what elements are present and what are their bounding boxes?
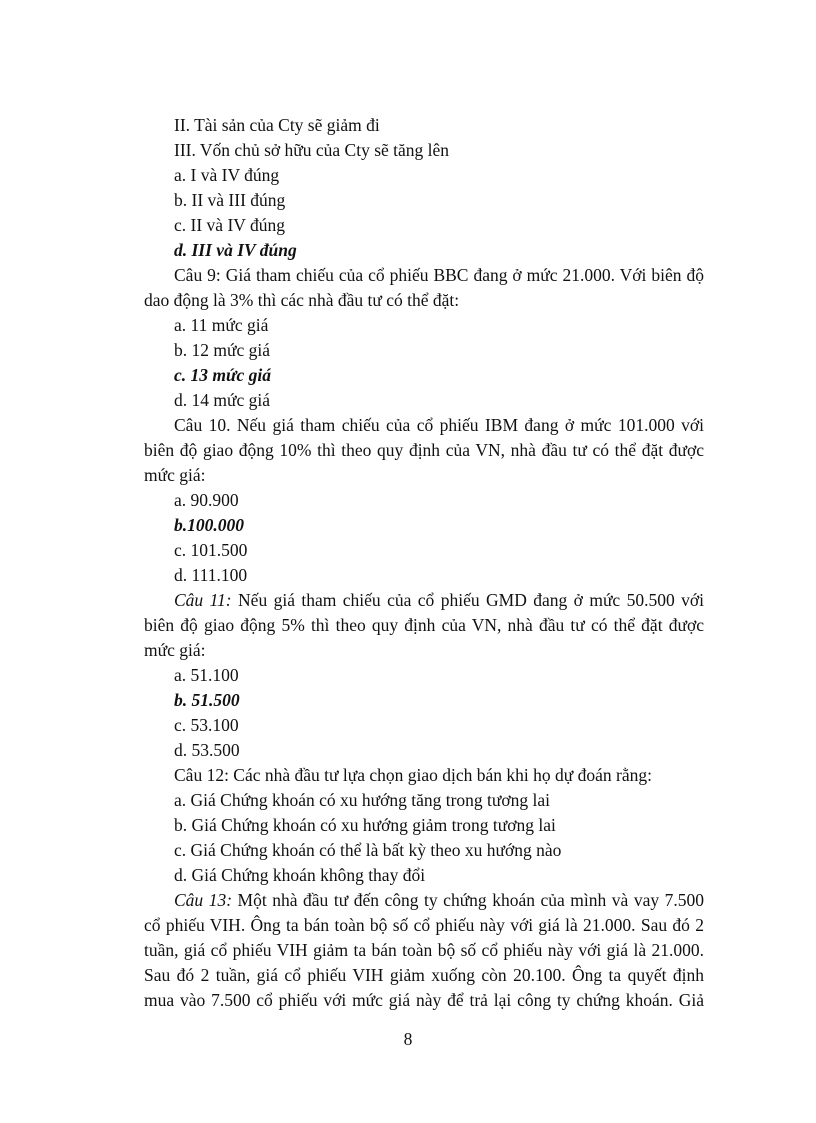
q12-option-c: c. Giá Chứng khoán có thể là bất kỳ theo xu hướng nào	[174, 840, 562, 860]
question-9-line-1: Câu 9: Giá tham chiếu của cổ phiếu BBC đang ở mức 21.000. Với biên độ	[174, 265, 704, 285]
q9-option-d: d. 14 mức giá	[174, 390, 270, 410]
statement-ii: II. Tài sản của Cty sẽ giảm đi	[174, 115, 380, 135]
option-b: b. II và III đúng	[174, 190, 286, 210]
q10-option-d: d. 111.100	[174, 565, 248, 585]
question-13-text: Một nhà đầu tư đến công ty chứng khoán của mình và vay 7.500	[232, 890, 705, 910]
option-a: a. I và IV đúng	[174, 165, 280, 185]
question-10-line-3: mức giá:	[144, 465, 206, 485]
question-9-line-2: dao động là 3% thì các nhà đầu tư có thể đặt:	[144, 290, 460, 310]
q11-option-c: c. 53.100	[174, 715, 239, 735]
question-13-line-2: cổ phiếu VIH. Ông ta bán toàn bộ số cổ phiếu này với giá là 21.000. Sau đó 2	[144, 915, 704, 935]
question-13-label: Câu 13:	[174, 890, 233, 910]
question-11-line-2: biên độ giao động 5% thì theo quy định của VN, nhà đầu tư có thể đặt được	[144, 615, 704, 635]
question-13-line-5: mua vào 7.500 cổ phiếu với mức giá này để trả lại công ty chứng khoán. Giả	[144, 990, 704, 1010]
statement-iii: III. Vốn chủ sở hữu của Cty sẽ tăng lên	[174, 140, 450, 160]
question-10-line-2: biên độ giao động 10% thì theo quy định của VN, nhà đầu tư có thể đặt được	[144, 440, 704, 460]
q10-option-a: a. 90.900	[174, 490, 239, 510]
question-11-text: Nếu giá tham chiếu của cổ phiếu GMD đang ở mức 50.500 với	[231, 590, 705, 610]
q9-option-b: b. 12 mức giá	[174, 340, 270, 360]
option-d-answer: d. III và IV đúng	[174, 240, 297, 260]
option-c: c. II và IV đúng	[174, 215, 285, 235]
question-11-label: Câu 11:	[174, 590, 232, 610]
q9-option-a: a. 11 mức giá	[174, 315, 269, 335]
q12-option-b: b. Giá Chứng khoán có xu hướng giảm trong tương lai	[174, 815, 556, 835]
question-10-line-1: Câu 10. Nếu giá tham chiếu của cổ phiếu IBM đang ở mức 101.000 với	[174, 415, 704, 435]
q11-option-b-answer: b. 51.500	[174, 690, 240, 710]
question-11-line-1	[174, 588, 704, 613]
q10-option-b-answer: b.100.000	[174, 515, 244, 535]
question-13-line-4: Sau đó 2 tuần, giá cổ phiếu VIH giảm xuống còn 20.100. Ông ta quyết định	[144, 965, 704, 985]
q12-option-a: a. Giá Chứng khoán có xu hướng tăng trong tương lai	[174, 790, 551, 810]
page-number: 8	[403, 1029, 413, 1049]
question-12: Câu 12: Các nhà đầu tư lựa chọn giao dịch bán khi họ dự đoán rằng:	[174, 765, 652, 785]
q12-option-d: d. Giá Chứng khoán không thay đổi	[174, 865, 426, 885]
question-13-line-3: tuần, giá cổ phiếu VIH giảm ta bán toàn bộ số cổ phiếu này với giá là 21.000.	[144, 940, 704, 960]
q11-option-d: d. 53.500	[174, 740, 240, 760]
q10-option-c: c. 101.500	[174, 540, 248, 560]
q9-option-c-answer: c. 13 mức giá	[174, 365, 271, 385]
q11-option-a: a. 51.100	[174, 665, 239, 685]
question-11-line-3: mức giá:	[144, 640, 206, 660]
question-13-line-1	[174, 888, 704, 913]
